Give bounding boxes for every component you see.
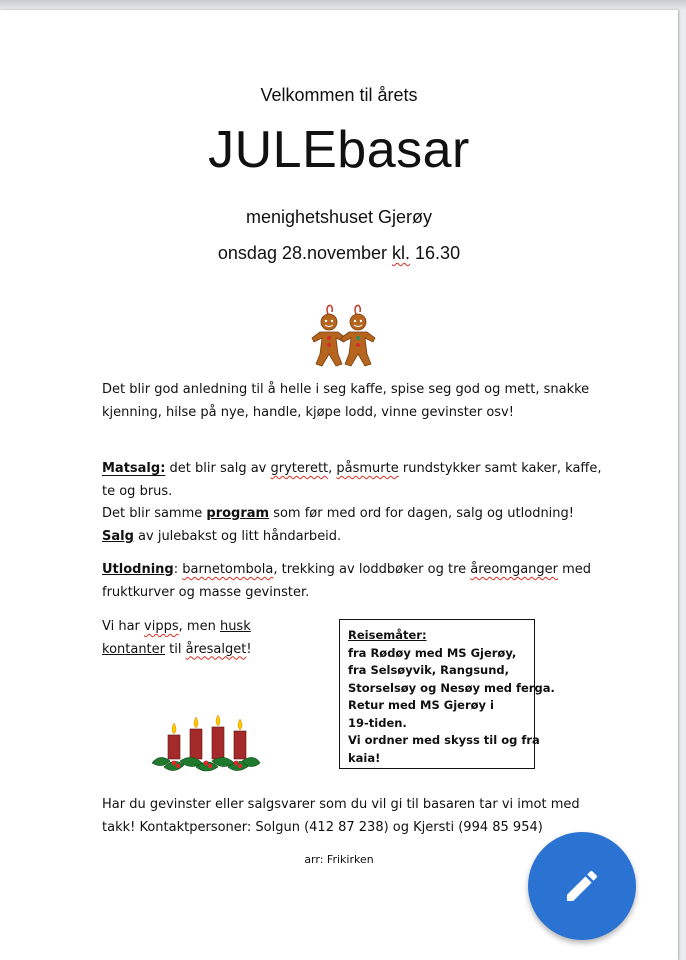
program-pre: Det blir samme <box>102 506 207 521</box>
document-page[interactable] <box>0 10 678 960</box>
intro-line-2: kjenning, hilse på nye, handle, kjøpe lodd, vinne gevinster osv! <box>102 404 514 420</box>
advent-candles-image <box>150 705 262 781</box>
matsalg-mid: , <box>328 461 337 476</box>
travel-line: Vi ordner med skyss til og fra <box>348 733 540 747</box>
matsalg-pre: det blir salg av <box>165 461 271 476</box>
welcome-text: Velkommen til årets <box>260 85 418 105</box>
intro-paragraph <box>102 379 602 424</box>
utlodning-paragraph <box>102 559 602 604</box>
travel-line: Retur med MS Gjerøy i <box>348 698 494 712</box>
utlodning-colon: : <box>173 562 183 577</box>
utlodning-line-2: fruktkurver og masse gevinster. <box>102 584 310 600</box>
utlodning-barnetombola: barnetombola <box>182 562 274 577</box>
date-text <box>0 243 678 264</box>
travel-line: 19-tiden. <box>348 715 407 730</box>
contact-paragraph <box>102 794 602 839</box>
matsalg-gryterett: gryterett <box>270 461 329 476</box>
utlodning-label: Utlodning <box>102 562 174 577</box>
contact-line-1: Har du gevinster eller salgsvarer som du vil gi til basaren tar vi imot med <box>102 797 580 812</box>
intro-line-1: Det blir god anledning til å helle i seg kaffe, spise seg god og mett, snakke <box>102 382 590 397</box>
matsalg-paragraph <box>102 458 602 548</box>
travel-info-box <box>339 619 555 769</box>
utlodning-post: med <box>558 562 592 577</box>
date-time: 16.30 <box>410 243 461 263</box>
travel-line: fra Selsøyvik, Rangsund, <box>348 663 510 677</box>
travel-line: Storselsøy og Nesøy med ferga. <box>348 680 555 695</box>
vipps-kontanter: kontanter <box>102 641 166 657</box>
vipps-husk: husk <box>219 619 251 634</box>
venue-text: menighetshuset Gjerøy <box>245 207 433 227</box>
travel-line: fra Rødøy med MS Gjerøy, <box>348 645 517 660</box>
travel-line: kaia! <box>348 750 381 765</box>
vipps-pre: Vi har <box>102 619 145 634</box>
program-label: program <box>206 506 270 521</box>
pencil-edit-icon <box>562 866 602 906</box>
vipps-paragraph <box>102 616 302 661</box>
utlodning-mid: , trekking av loddbøker og tre <box>273 562 471 577</box>
arranger-text: arr: Frikirken <box>304 853 374 866</box>
vipps-mid: , men <box>178 619 220 634</box>
vipps-aresalget: åresalget <box>185 641 247 657</box>
salg-post: av julebakst og litt håndarbeid. <box>133 528 342 544</box>
salg-label: Salg <box>102 528 134 544</box>
vipps-word: vipps <box>144 619 179 634</box>
date-kl: kl. <box>392 243 411 263</box>
date-prefix: onsdag 28.november <box>217 243 393 263</box>
edit-fab-button[interactable] <box>528 832 636 940</box>
matsalg-label: Matsalg: <box>102 461 166 476</box>
matsalg-post: rundstykker samt kaker, kaffe, <box>398 461 602 476</box>
utlodning-areomganger: åreomganger <box>470 562 558 577</box>
matsalg-line-2: te og brus. <box>102 483 173 499</box>
window-top-bar <box>0 0 686 10</box>
vipps-end: ! <box>246 641 252 657</box>
contact-line-2: takk! Kontaktpersoner: Solgun (412 87 238) og Kjersti (994 85 954) <box>102 819 543 835</box>
matsalg-pasmurte: påsmurte <box>336 461 399 476</box>
gingerbread-couple-image <box>298 300 390 370</box>
vipps-til: til <box>165 641 186 657</box>
page-title: JULEbasar <box>208 121 470 179</box>
travel-title: Reisemåter: <box>348 628 427 642</box>
program-post: som før med ord for dagen, salg og utlodning! <box>269 506 575 521</box>
